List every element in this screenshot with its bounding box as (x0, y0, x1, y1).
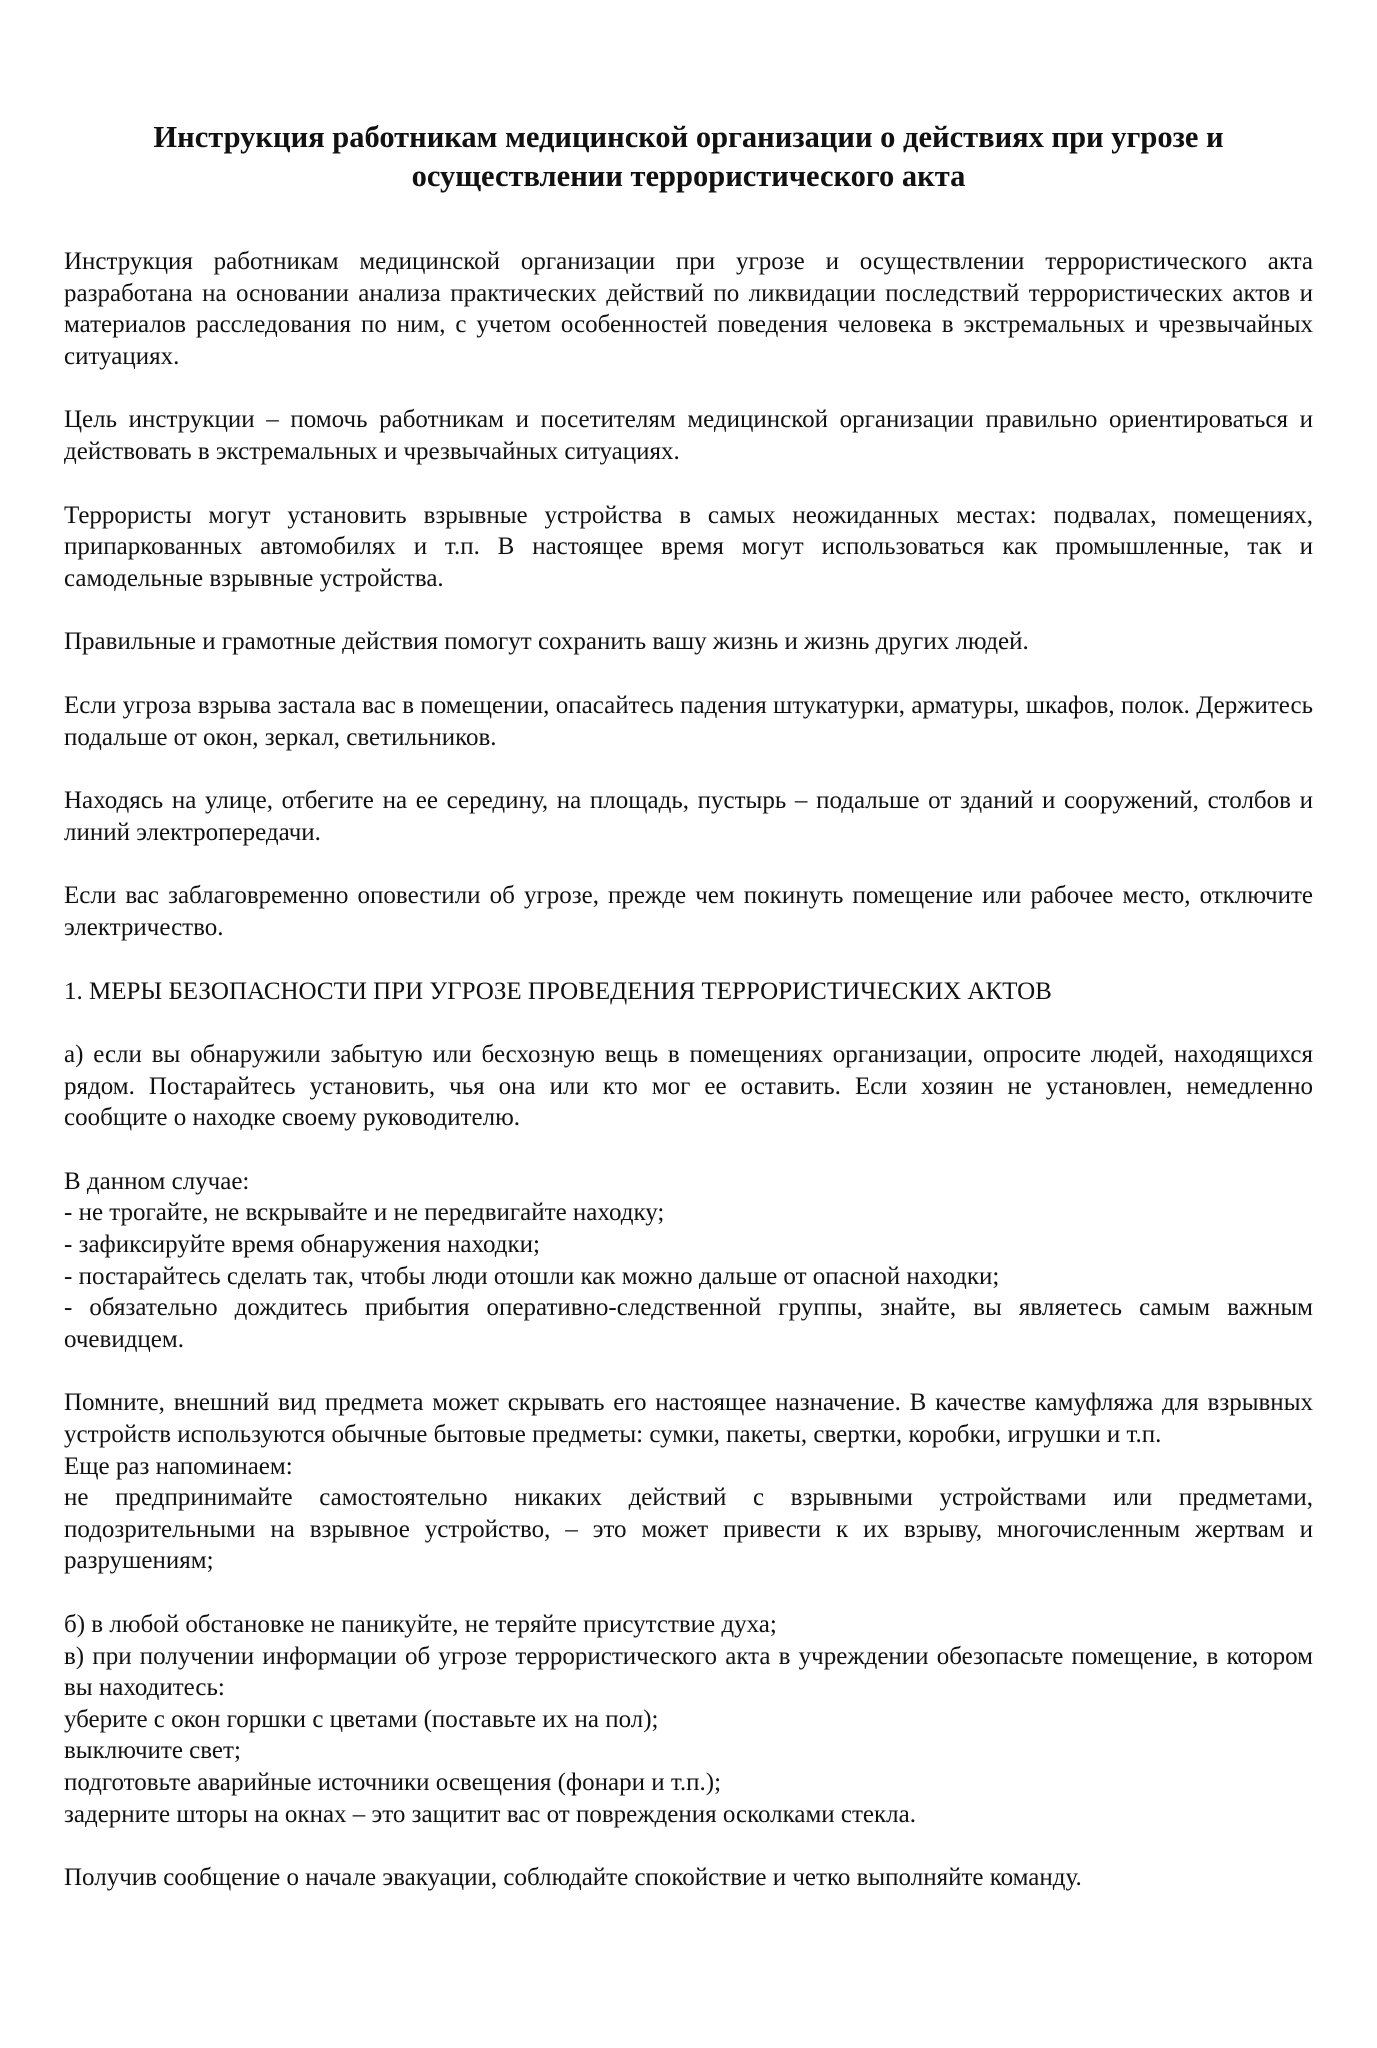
title-line-1: Инструкция работникам медицинской организации о действиях при угрозе и (153, 120, 1224, 154)
paragraph-goal: Цель инструкции – помочь работникам и посетителям медицинской организации правильно ориентироваться и действовать в экстремальных и чрезвычайных ситуациях. (64, 406, 1313, 465)
list-item: - постарайтесь сделать так, чтобы люди отошли как можно дальше от опасной находки; (64, 1262, 1000, 1290)
paragraph-advance-warning: Если вас заблаговременно оповестили об угрозе, прежде чем покинуть помещение или рабочее место, отключите электричество. (64, 882, 1313, 941)
spacer (64, 944, 1313, 976)
paragraph-intro: Инструкция работникам медицинской организации при угрозе и осуществлении террористического акта разработана на основании анализа практических действий по ликвидации последствий террористических актов и материалов расследования по ним, с учетом особенностей поведения человека в экстремальных и чрезвычайных ситуациях. (64, 248, 1313, 370)
list-item: - не трогайте, не вскрывайте и не передвигайте находку; (64, 1199, 665, 1227)
list-item: задерните шторы на окнах – это защитит вас от повреждения осколками стекла. (64, 1800, 916, 1828)
paragraph-outdoors: Находясь на улице, отбегите на ее середину, на площадь, пустырь – подальше от зданий и сооружений, столбов и линий электропередачи. (64, 787, 1313, 846)
in-this-case-label: В данном случае: (64, 1167, 250, 1195)
spacer (64, 372, 1313, 404)
page-title (64, 118, 1313, 196)
title-line-2: осуществлении террористического акта (411, 159, 966, 193)
paragraph-evacuation: Получив сообщение о начале эвакуации, соблюдайте спокойствие и четко выполняйте команду. (64, 1864, 1082, 1892)
spacer (64, 1007, 1313, 1039)
item-c: в) при получении информации об угрозе террористического акта в учреждении обезопасьте помещение, в котором вы находитесь: (64, 1642, 1313, 1702)
spacer (64, 753, 1313, 785)
spacer (64, 594, 1313, 626)
in-this-case-block (64, 1166, 1313, 1356)
spacer (64, 658, 1313, 690)
paragraph-correct-actions: Правильные и грамотные действия помогут сохранить вашу жизнь и жизнь других людей. (64, 628, 1029, 656)
list-item: уберите с окон горшки с цветами (поставьте их на пол); (64, 1705, 659, 1733)
spacer (64, 468, 1313, 500)
list-item: выключите свет; (64, 1737, 241, 1765)
spacer (64, 1134, 1313, 1166)
list-item: - обязательно дождитесь прибытия оперативно-следственной группы, знайте, вы являетесь самым важным очевидцем. (64, 1294, 1313, 1353)
spacer (64, 1355, 1313, 1387)
reminder-label: Еще раз напоминаем: (64, 1452, 293, 1480)
item-b: б) в любой обстановке не паникуйте, не теряйте присутствие духа; (64, 1611, 777, 1638)
spacer (64, 848, 1313, 880)
spacer (64, 1830, 1313, 1862)
list-item: - зафиксируйте время обнаружения находки; (64, 1231, 540, 1259)
paragraph-remember: Помните, внешний вид предмета может скрывать его настоящее назначение. В качестве камуфляжа для взрывных устройств используются обычные бытовые предметы: сумки, пакеты, свертки, коробки, игрушки и т.п. (64, 1389, 1313, 1449)
items-b-c-block (64, 1609, 1313, 1830)
paragraph-do-not-act: не предпринимайте самостоятельно никаких действий с взрывными устройствами или предметами, подозрительными на взрывное устройство, – это может привести к их взрыву, многочисленным жертвам и разрушениям; (64, 1484, 1313, 1575)
section-1-heading: 1. МЕРЫ БЕЗОПАСНОСТИ ПРИ УГРОЗЕ ПРОВЕДЕНИЯ ТЕРРОРИСТИЧЕСКИХ АКТОВ (64, 977, 1052, 1005)
paragraph-indoors: Если угроза взрыва застала вас в помещении, опасайтесь падения штукатурки, арматуры, шкафов, полок. Держитесь подальше от окон, зеркал, светильников. (64, 691, 1313, 751)
list-item: подготовьте аварийные источники освещения (фонари и т.п.); (64, 1768, 722, 1796)
spacer (64, 1577, 1313, 1609)
remember-block (64, 1387, 1313, 1577)
paragraph-terrorists: Террористы могут установить взрывные устройства в самых неожиданных местах: подвалах, помещениях, припаркованных автомобилях и т.п. В настоящее время могут использоваться как промышленные, так и самодельные взрывные устройства. (64, 501, 1313, 592)
item-a: а) если вы обнаружили забытую или бесхозную вещь в помещениях организации, опросите людей, находящихся рядом. Постарайтесь установить, чья она или кто мог ее оставить. Если хозяин не установлен, немедленно сообщите о находке своему руководителю. (64, 1041, 1313, 1132)
